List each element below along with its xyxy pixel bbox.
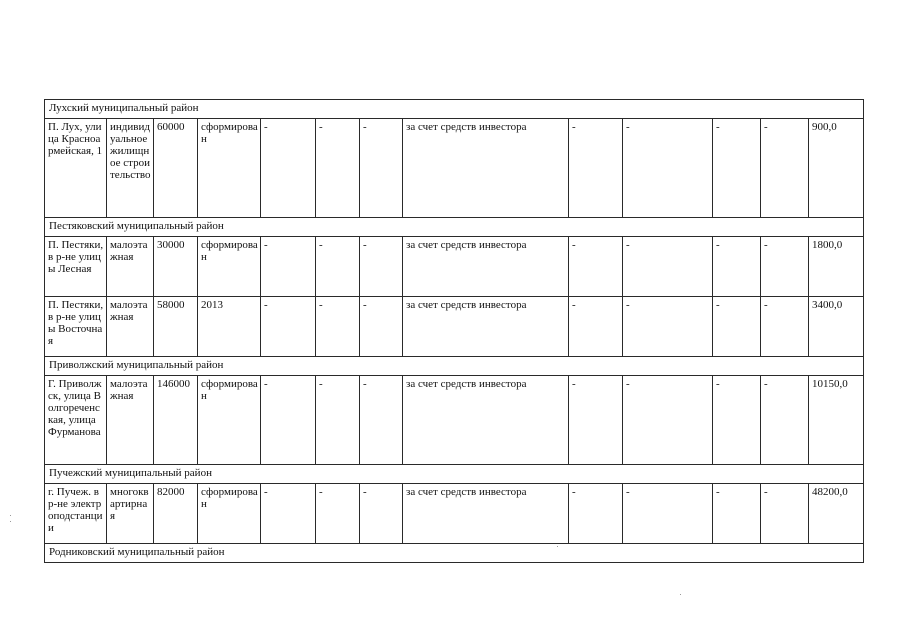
section-title: Лухский муниципальный район	[45, 100, 864, 119]
dash-cell: -	[261, 237, 316, 297]
funding-cell: за счет средств инвестора	[403, 376, 569, 465]
dash-cell: -	[761, 237, 809, 297]
scan-speck	[557, 546, 558, 547]
status-cell: сформирован	[198, 119, 261, 218]
dash-cell: -	[360, 376, 403, 465]
section-title: Приволжский муниципальный район	[45, 357, 864, 376]
amount-cell: 48200,0	[809, 484, 864, 544]
status-cell: сформирован	[198, 484, 261, 544]
dash-cell: -	[761, 484, 809, 544]
dash-cell: -	[261, 297, 316, 357]
status-cell: сформирован	[198, 376, 261, 465]
dash-cell: -	[261, 484, 316, 544]
land-plots-table	[44, 99, 864, 563]
dash-cell: -	[713, 297, 761, 357]
table-row	[45, 297, 864, 357]
dash-cell: -	[569, 376, 623, 465]
status-cell: 2013	[198, 297, 261, 357]
dash-cell: -	[261, 119, 316, 218]
dash-cell: -	[623, 237, 713, 297]
dash-cell: -	[713, 237, 761, 297]
dash-cell: -	[316, 119, 360, 218]
section-title: Родниковский муниципальный район	[45, 544, 864, 563]
dash-cell: -	[761, 297, 809, 357]
table-row	[45, 237, 864, 297]
area-cell: 82000	[154, 484, 198, 544]
dash-cell: -	[316, 237, 360, 297]
area-cell: 58000	[154, 297, 198, 357]
dash-cell: -	[569, 119, 623, 218]
type-cell: индивидуальное жилищное строительство	[107, 119, 154, 218]
section-header-row	[45, 544, 864, 563]
table-row	[45, 376, 864, 465]
type-cell: малоэтажная	[107, 376, 154, 465]
dash-cell: -	[623, 484, 713, 544]
place-cell: г. Пучеж. в р-не электроподстанции	[45, 484, 107, 544]
scan-speck	[680, 594, 681, 595]
status-cell: сформирован	[198, 237, 261, 297]
area-cell: 60000	[154, 119, 198, 218]
dash-cell: -	[261, 376, 316, 465]
amount-cell: 1800,0	[809, 237, 864, 297]
funding-cell: за счет средств инвестора	[403, 484, 569, 544]
scan-speck	[10, 515, 11, 516]
type-cell: малоэтажная	[107, 297, 154, 357]
dash-cell: -	[623, 376, 713, 465]
area-cell: 30000	[154, 237, 198, 297]
type-cell: малоэтажная	[107, 237, 154, 297]
dash-cell: -	[761, 119, 809, 218]
dash-cell: -	[360, 237, 403, 297]
dash-cell: -	[623, 297, 713, 357]
dash-cell: -	[569, 237, 623, 297]
dash-cell: -	[569, 297, 623, 357]
dash-cell: -	[569, 484, 623, 544]
area-cell: 146000	[154, 376, 198, 465]
section-header-row	[45, 357, 864, 376]
place-cell: П. Пестяки, в р-не улицы Лесная	[45, 237, 107, 297]
section-title: Пучежский муниципальный район	[45, 465, 864, 484]
dash-cell: -	[360, 484, 403, 544]
place-cell: П. Лух, улица Красноармейская, 1	[45, 119, 107, 218]
table-row	[45, 119, 864, 218]
section-header-row	[45, 100, 864, 119]
dash-cell: -	[713, 484, 761, 544]
amount-cell: 10150,0	[809, 376, 864, 465]
amount-cell: 3400,0	[809, 297, 864, 357]
section-title: Пестяковский муниципальный район	[45, 218, 864, 237]
place-cell: П. Пестяки, в р-не улицы Восточная	[45, 297, 107, 357]
type-cell: многоквартирная	[107, 484, 154, 544]
funding-cell: за счет средств инвестора	[403, 119, 569, 218]
dash-cell: -	[360, 297, 403, 357]
dash-cell: -	[316, 297, 360, 357]
dash-cell: -	[713, 119, 761, 218]
section-header-row	[45, 218, 864, 237]
dash-cell: -	[761, 376, 809, 465]
funding-cell: за счет средств инвестора	[403, 297, 569, 357]
place-cell: Г. Приволжск, улица Волгореченская, улица Фурманова	[45, 376, 107, 465]
scan-speck	[10, 521, 11, 522]
dash-cell: -	[316, 484, 360, 544]
section-header-row	[45, 465, 864, 484]
dash-cell: -	[713, 376, 761, 465]
dash-cell: -	[316, 376, 360, 465]
table-row	[45, 484, 864, 544]
dash-cell: -	[360, 119, 403, 218]
funding-cell: за счет средств инвестора	[403, 237, 569, 297]
amount-cell: 900,0	[809, 119, 864, 218]
dash-cell: -	[623, 119, 713, 218]
